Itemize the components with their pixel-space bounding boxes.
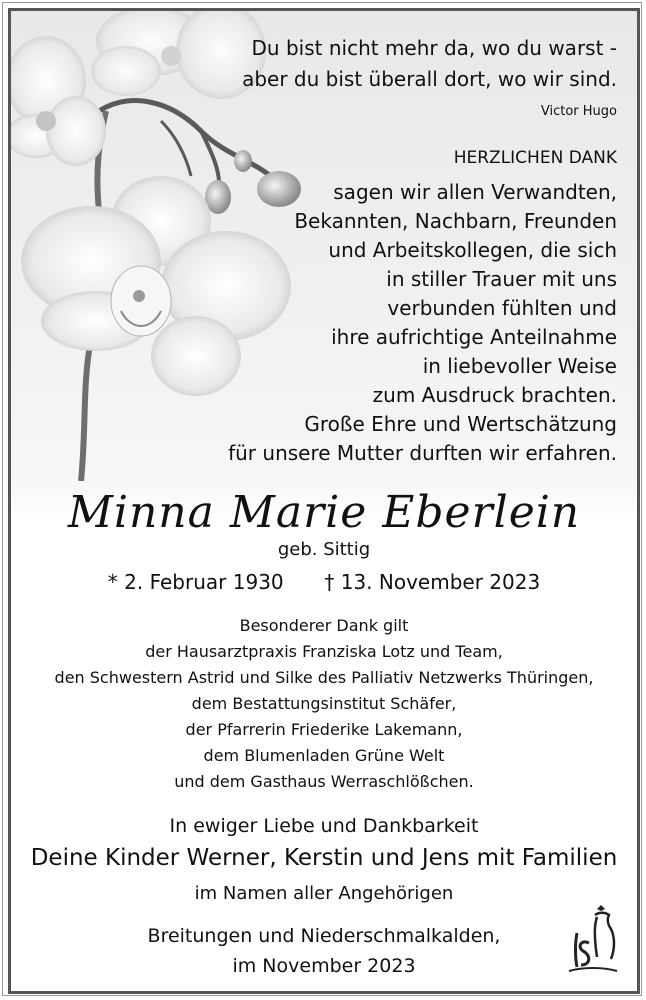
special-thanks-line: den Schwestern Astrid und Silke des Palliativ Netzwerks Thüringen,	[54, 668, 594, 687]
quote-author: Victor Hugo	[540, 104, 617, 119]
special-thanks-line: der Hausarztpraxis Franziska Lotz und Team,	[145, 642, 503, 661]
relatives-line: im Namen aller Angehörigen	[194, 883, 454, 904]
place-line: Breitungen und Niederschmalkalden,	[147, 925, 501, 947]
honor-line: für unsere Mutter durften wir erfahren.	[228, 441, 617, 465]
thanks-heading: HERZLICHEN DANK	[453, 148, 617, 168]
death-date: † 13. November 2023	[324, 570, 541, 594]
special-thanks-line: und dem Gasthaus Werraschlößchen.	[174, 772, 474, 791]
thanks-line: verbunden fühlten und	[387, 296, 617, 320]
date-line: im November 2023	[232, 955, 416, 977]
quote-line-1: Du bist nicht mehr da, wo du warst -	[251, 36, 617, 60]
special-thanks-line: dem Bestattungsinstitut Schäfer,	[191, 694, 457, 713]
deceased-name: Minna Marie Eberlein	[67, 487, 581, 538]
funeral-home-logo-icon	[567, 903, 619, 977]
thanks-line: ihre aufrichtige Anteilnahme	[331, 325, 617, 349]
maiden-name: geb. Sittig	[277, 539, 371, 560]
special-thanks-line: der Pfarrerin Friederike Lakemann,	[185, 720, 463, 739]
love-line: In ewiger Liebe und Dankbarkeit	[169, 815, 479, 837]
special-thanks-line: dem Blumenladen Grüne Welt	[203, 746, 445, 765]
quote-line-2: aber du bist überall dort, wo wir sind.	[242, 67, 617, 91]
life-dates	[11, 570, 637, 594]
thanks-line: Bekannten, Nachbarn, Freunden	[294, 209, 617, 233]
thanks-line: in liebevoller Weise	[422, 354, 617, 378]
thanks-line: zum Ausdruck brachten.	[372, 383, 617, 407]
thanks-line: und Arbeitskollegen, die sich	[328, 238, 617, 262]
thanks-line: sagen wir allen Verwandten,	[333, 180, 617, 204]
honor-line: Große Ehre und Wertschätzung	[304, 412, 617, 436]
birth-date: * 2. Februar 1930	[107, 570, 284, 594]
special-thanks-line: Besonderer Dank gilt	[239, 616, 409, 635]
thanks-line: in stiller Trauer mit uns	[386, 267, 617, 291]
obituary-card	[8, 8, 640, 994]
family-names: Deine Kinder Werner, Kerstin und Jens mit Familien	[30, 845, 618, 871]
